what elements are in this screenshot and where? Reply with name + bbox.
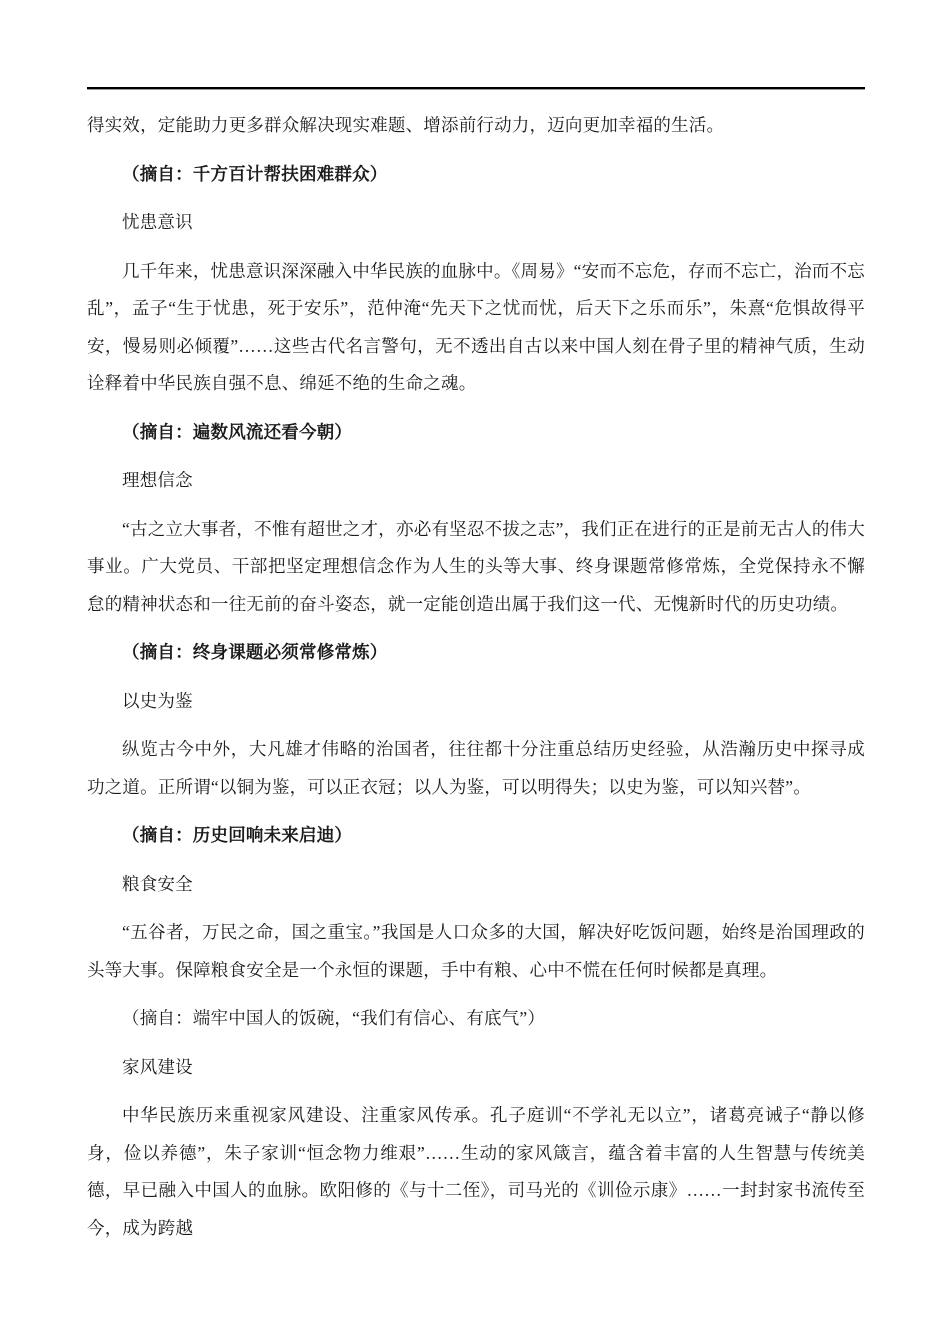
source-line: （摘自：遍数风流还看今朝） [122,421,353,442]
paragraph-history-mirror: 纵览古今中外，大凡雄才伟略的治国者，往往都十分注重总结历史经验，从浩瀚历史中探寻成功之道。正所谓“以铜为鉴，可以正衣冠；以人为鉴，可以明得失；以史为鉴，可以知兴替”。 [87,739,865,797]
source-line: （摘自：端牢中国人的饭碗，“我们有信心、有底气”） [122,1008,546,1028]
section-heading-food-security: 粮食安全 [122,873,193,894]
source-line: （摘自：历史回响未来启迪） [122,825,353,845]
document-content [87,107,865,1247]
section-heading-history-mirror: 以史为鉴 [122,690,193,711]
header-rule [87,87,865,90]
paragraph-worry-awareness: 几千年来，忧患意识深深融入中华民族的血脉中。《周易》“安而不忘危，存而不忘亡，治而不忘乱”，孟子“生于忧患，死于安乐”，范仲淹“先天下之忧而忧，后天下之乐而乐”，朱熹“危惧故得平安，慢易则必倾覆”……这些古代名言警句，无不透出自古以来中国人刻在骨子里的精神气质，生动诠释着中华民族自强不息、绵延不绝的生命之魂。 [87,260,865,393]
section-heading-family-tradition: 家风建设 [122,1056,193,1077]
section-heading-ideals-beliefs: 理想信念 [122,470,193,490]
section-heading-worry-awareness: 忧患意识 [122,212,193,232]
paragraph-food-security: “五谷者，万民之命，国之重宝。”我国是人口众多的大国，解决好吃饭问题，始终是治国理政的头等大事。保障粮食安全是一个永恒的课题，手中有粮、心中不慌在任何时候都是真理。 [87,922,865,980]
source-line: （摘自：千方百计帮扶困难群众） [122,163,388,184]
source-line: （摘自：终身课题必须常修常炼） [122,642,388,662]
paragraph-ideals-beliefs: “古之立大事者，不惟有超世之才，亦必有坚忍不拔之志”，我们正在进行的正是前无古人的伟大事业。广大党员、干部把坚定理想信念作为人生的头等大事、终身课题常修常炼，全党保持永不懈怠的精神状态和一往无前的奋斗姿态，就一定能创造出属于我们这一代、无愧新时代的历史功绩。 [87,518,865,614]
paragraph-continuation: 得实效，定能助力更多群众解决现实难题、增添前行动力，迈向更加幸福的生活。 [87,115,725,135]
paragraph-family-tradition: 中华民族历来重视家风建设、注重家风传承。孔子庭训“不学礼无以立”，诸葛亮诫子“静以修身，俭以养德”，朱子家训“恒念物力维艰”……生动的家风箴言，蕴含着丰富的人生智慧与传统美德，早已融入中国人的血脉。欧阳修的《与十二侄》，司马光的《训俭示康》……一封封家书流传至今，成为跨越 [87,1105,865,1238]
